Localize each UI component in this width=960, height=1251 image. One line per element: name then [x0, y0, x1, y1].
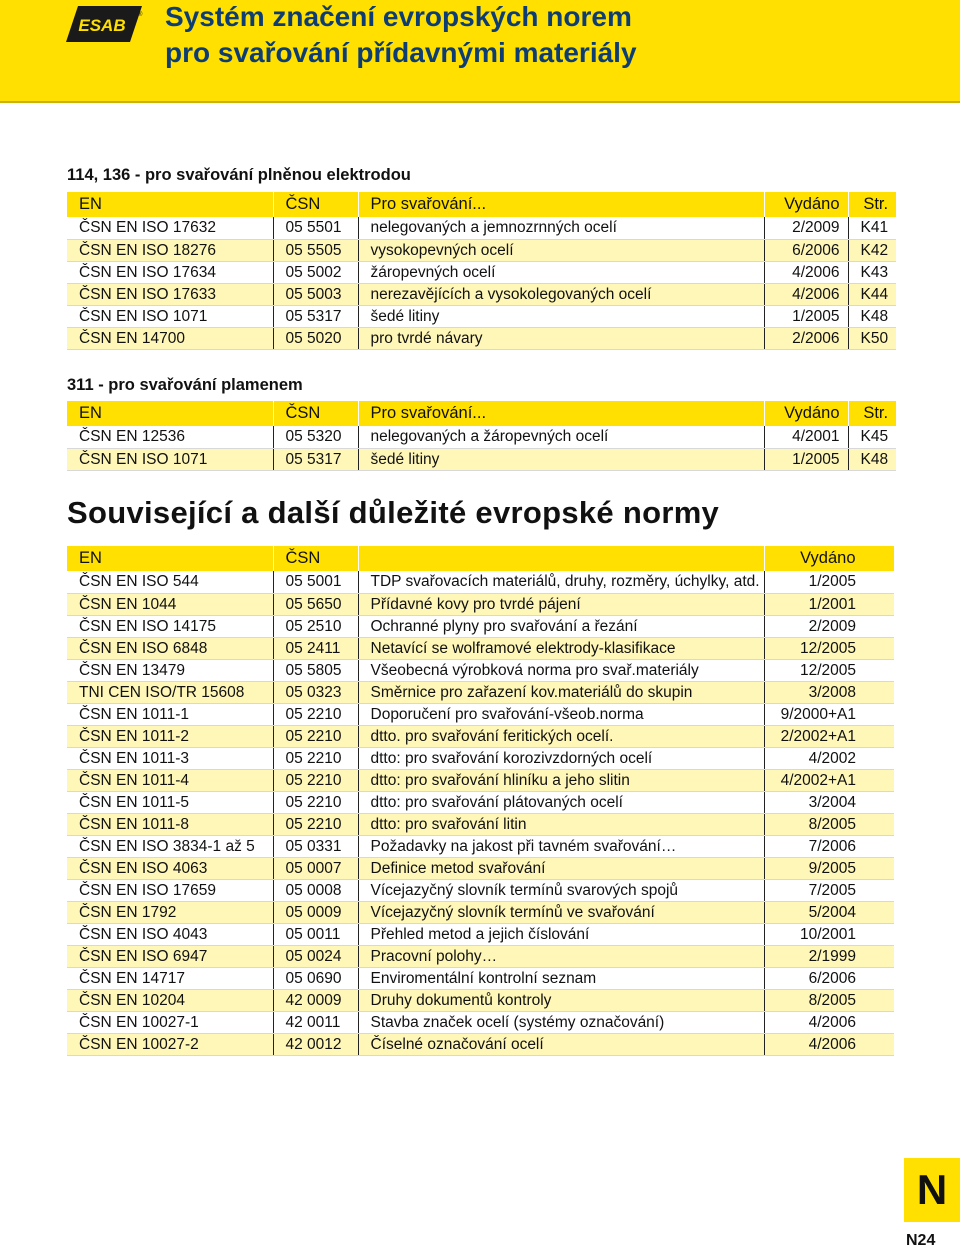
table-cell: ČSN EN ISO 544 — [67, 571, 273, 593]
table-cell: 05 5003 — [273, 283, 358, 305]
table-cell: 10/2001 — [764, 923, 894, 945]
table-row — [67, 593, 894, 615]
table-cell: ČSN EN ISO 17633 — [67, 283, 273, 305]
table-cell: 7/2006 — [764, 835, 894, 857]
table-cell: 8/2005 — [764, 989, 894, 1011]
table-cell: Všeobecná výrobková norma pro svař.materiály — [358, 659, 764, 681]
title-line-2: pro svařování přídavnými materiály — [165, 37, 637, 68]
table-cell: K41 — [848, 217, 896, 239]
table-cell: Definice metod svařování — [358, 857, 764, 879]
table-cell: ČSN EN 10027-2 — [67, 1033, 273, 1055]
table-cell: 05 5020 — [273, 327, 358, 349]
table-cell: ČSN EN 14717 — [67, 967, 273, 989]
table-cell: Přehled metod a jejich číslování — [358, 923, 764, 945]
table-cell: 05 0008 — [273, 879, 358, 901]
table-cell: 2/2009 — [764, 615, 894, 637]
table-cell: šedé litiny — [358, 305, 764, 327]
table-cell: 6/2006 — [764, 239, 848, 261]
table-cell: Požadavky na jakost při tavném svařování… — [358, 835, 764, 857]
table-row — [67, 835, 894, 857]
table-cell: ČSN EN 1044 — [67, 593, 273, 615]
table-cell: ČSN EN ISO 6947 — [67, 945, 273, 967]
table-row — [67, 305, 896, 327]
table-cell: nelegovaných a jemnozrnných ocelí — [358, 217, 764, 239]
table-row — [67, 989, 894, 1011]
section3-title: Související a další důležité evropské normy — [67, 495, 720, 530]
table-row — [67, 967, 894, 989]
table-cell: Vícejazyčný slovník termínů ve svařování — [358, 901, 764, 923]
section3-table — [67, 546, 895, 1056]
table-cell: 05 5805 — [273, 659, 358, 681]
column-header: Pro svařování... — [358, 401, 764, 426]
table-cell: ČSN EN 10204 — [67, 989, 273, 1011]
table-cell: 05 2210 — [273, 703, 358, 725]
esab-logo — [64, 4, 144, 44]
table-cell: 7/2005 — [764, 879, 894, 901]
table-cell: 1/2001 — [764, 593, 894, 615]
table-row — [67, 923, 894, 945]
table-cell: ČSN EN 1011-4 — [67, 769, 273, 791]
column-header: ČSN — [273, 546, 358, 571]
table-cell: 5/2004 — [764, 901, 894, 923]
table-cell: ČSN EN 1011-1 — [67, 703, 273, 725]
table-cell: K44 — [848, 283, 896, 305]
table-cell: 05 0331 — [273, 835, 358, 857]
table-cell: ČSN EN ISO 14175 — [67, 615, 273, 637]
table-cell: ČSN EN 1011-3 — [67, 747, 273, 769]
table-cell: 2/2002+A1 — [764, 725, 894, 747]
table-cell: K50 — [848, 327, 896, 349]
table-row — [67, 681, 894, 703]
table-cell: ČSN EN 1011-5 — [67, 791, 273, 813]
table-cell: 05 2210 — [273, 747, 358, 769]
table-row — [67, 1033, 894, 1055]
table-cell: 2/2006 — [764, 327, 848, 349]
table-row — [67, 239, 896, 261]
table-cell: 4/2001 — [764, 426, 848, 448]
table-row — [67, 217, 896, 239]
table-cell: nerezavějících a vysokolegovaných ocelí — [358, 283, 764, 305]
column-header: EN — [67, 401, 273, 426]
table-row — [67, 637, 894, 659]
table-cell: 05 2210 — [273, 725, 358, 747]
table-row — [67, 747, 894, 769]
table-cell: K48 — [848, 448, 896, 470]
table-cell: ČSN EN 13479 — [67, 659, 273, 681]
table-cell: 05 2510 — [273, 615, 358, 637]
table-cell: 05 0690 — [273, 967, 358, 989]
table-cell: Pracovní polohy… — [358, 945, 764, 967]
table-row — [67, 791, 894, 813]
table-cell: 05 0011 — [273, 923, 358, 945]
table-header-row — [67, 401, 896, 426]
table-cell: 4/2006 — [764, 1033, 894, 1055]
table-row — [67, 571, 894, 593]
table-cell: 05 5317 — [273, 448, 358, 470]
table-cell: 05 0024 — [273, 945, 358, 967]
column-header: Str. — [848, 401, 896, 426]
table-cell: 2/1999 — [764, 945, 894, 967]
table-cell: Doporučení pro svařování-všeob.norma — [358, 703, 764, 725]
table-cell: 05 5002 — [273, 261, 358, 283]
table-cell: 1/2005 — [764, 448, 848, 470]
table-cell: TDP svařovacích materiálů, druhy, rozměry, úchylky, atd. — [358, 571, 764, 593]
table-row — [67, 283, 896, 305]
table-cell: vysokopevných ocelí — [358, 239, 764, 261]
table-cell: 4/2006 — [764, 261, 848, 283]
table-cell: Číselné označování ocelí — [358, 1033, 764, 1055]
table-cell: žáropevných ocelí — [358, 261, 764, 283]
table-row — [67, 448, 896, 470]
table-cell: 3/2004 — [764, 791, 894, 813]
table-cell: Přídavné kovy pro tvrdé pájení — [358, 593, 764, 615]
table-cell: Druhy dokumentů kontroly — [358, 989, 764, 1011]
table-cell: K43 — [848, 261, 896, 283]
logo-text: ESAB — [78, 16, 126, 35]
table-cell: ČSN EN 1792 — [67, 901, 273, 923]
table-cell: 42 0009 — [273, 989, 358, 1011]
table-cell: ČSN EN ISO 6848 — [67, 637, 273, 659]
table-cell: TNI CEN ISO/TR 15608 — [67, 681, 273, 703]
table-row — [67, 261, 896, 283]
table-cell: 05 0323 — [273, 681, 358, 703]
table-cell: K48 — [848, 305, 896, 327]
table-cell: nelegovaných a žáropevných ocelí — [358, 426, 764, 448]
table-row — [67, 615, 894, 637]
table-cell: ČSN EN ISO 1071 — [67, 448, 273, 470]
table-cell: 4/2006 — [764, 1011, 894, 1033]
table-cell: 05 2210 — [273, 813, 358, 835]
table-cell: dtto: pro svařování hliníku a jeho slitin — [358, 769, 764, 791]
table-cell: 2/2009 — [764, 217, 848, 239]
table-cell: dtto: pro svařování litin — [358, 813, 764, 835]
table-cell: ČSN EN ISO 3834-1 až 5 — [67, 835, 273, 857]
table-row — [67, 327, 896, 349]
table-cell: 42 0012 — [273, 1033, 358, 1055]
table-cell: dtto. pro svařování feritických ocelí. — [358, 725, 764, 747]
table-cell: ČSN EN ISO 1071 — [67, 305, 273, 327]
table-cell: pro tvrdé návary — [358, 327, 764, 349]
table-cell: dtto: pro svařování plátovaných ocelí — [358, 791, 764, 813]
table-cell: ČSN EN ISO 18276 — [67, 239, 273, 261]
table-cell: 05 2210 — [273, 769, 358, 791]
table-cell: 4/2002+A1 — [764, 769, 894, 791]
column-header: ČSN — [273, 192, 358, 217]
table-cell: 12/2005 — [764, 659, 894, 681]
table-cell: 05 5317 — [273, 305, 358, 327]
table-cell: 4/2006 — [764, 283, 848, 305]
table-cell: 9/2000+A1 — [764, 703, 894, 725]
table-cell: 05 5505 — [273, 239, 358, 261]
table-cell: ČSN EN ISO 4063 — [67, 857, 273, 879]
title-line-1: Systém značení evropských norem — [165, 1, 632, 32]
column-header: Vydáno — [764, 401, 848, 426]
table-cell: ČSN EN 10027-1 — [67, 1011, 273, 1033]
table-cell: ČSN EN 14700 — [67, 327, 273, 349]
table-row — [67, 813, 894, 835]
table-cell: 05 5001 — [273, 571, 358, 593]
table-row — [67, 901, 894, 923]
table-cell: 1/2005 — [764, 305, 848, 327]
table-cell: ČSN EN ISO 17659 — [67, 879, 273, 901]
table-cell: 8/2005 — [764, 813, 894, 835]
section-letter: N — [916, 1166, 948, 1213]
table-header-row — [67, 546, 894, 571]
table-cell: ČSN EN 12536 — [67, 426, 273, 448]
table-cell: 1/2005 — [764, 571, 894, 593]
table-cell: ČSN EN 1011-8 — [67, 813, 273, 835]
table-cell: 9/2005 — [764, 857, 894, 879]
table-cell: 05 0007 — [273, 857, 358, 879]
table-row — [67, 857, 894, 879]
column-header: Pro svařování... — [358, 192, 764, 217]
section2-table — [67, 401, 896, 471]
column-header: Vydáno — [764, 546, 894, 571]
section2-title: 311 - pro svařování plamenem — [67, 376, 303, 394]
table-row — [67, 725, 894, 747]
table-header-row — [67, 192, 896, 217]
table-row — [67, 426, 896, 448]
column-header: Str. — [848, 192, 896, 217]
column-header: ČSN — [273, 401, 358, 426]
table-cell: 12/2005 — [764, 637, 894, 659]
table-cell: Enviromentální kontrolní seznam — [358, 967, 764, 989]
table-row — [67, 945, 894, 967]
table-row — [67, 659, 894, 681]
table-cell: ČSN EN ISO 17634 — [67, 261, 273, 283]
section1-table — [67, 192, 896, 350]
table-cell: 6/2006 — [764, 967, 894, 989]
table-cell: 4/2002 — [764, 747, 894, 769]
table-cell: Směrnice pro zařazení kov.materiálů do skupin — [358, 681, 764, 703]
table-row — [67, 1011, 894, 1033]
table-cell: 42 0011 — [273, 1011, 358, 1033]
table-row — [67, 879, 894, 901]
page-title — [165, 0, 637, 70]
table-cell: 3/2008 — [764, 681, 894, 703]
table-cell: ČSN EN 1011-2 — [67, 725, 273, 747]
table-cell: 05 5320 — [273, 426, 358, 448]
table-cell: Ochranné plyny pro svařování a řezání — [358, 615, 764, 637]
table-cell: K45 — [848, 426, 896, 448]
table-cell: šedé litiny — [358, 448, 764, 470]
column-header: EN — [67, 192, 273, 217]
table-cell: Netavící se wolframové elektrody-klasifikace — [358, 637, 764, 659]
section1-title: 114, 136 - pro svařování plněnou elektrodou — [67, 166, 411, 184]
table-cell: ČSN EN ISO 4043 — [67, 923, 273, 945]
table-cell: 05 2411 — [273, 637, 358, 659]
table-cell: Vícejazyčný slovník termínů svarových spojů — [358, 879, 764, 901]
column-header: Vydáno — [764, 192, 848, 217]
column-header: EN — [67, 546, 273, 571]
column-header — [358, 546, 764, 571]
table-cell: K42 — [848, 239, 896, 261]
svg-text:®: ® — [138, 12, 143, 18]
table-cell: Stavba značek ocelí (systémy označování) — [358, 1011, 764, 1033]
page-number: N24 — [906, 1232, 936, 1249]
table-cell: 05 5650 — [273, 593, 358, 615]
table-cell: ČSN EN ISO 17632 — [67, 217, 273, 239]
table-row — [67, 769, 894, 791]
table-cell: 05 5501 — [273, 217, 358, 239]
table-cell: dtto: pro svařování korozivzdorných ocelí — [358, 747, 764, 769]
table-row — [67, 703, 894, 725]
table-cell: 05 2210 — [273, 791, 358, 813]
table-cell: 05 0009 — [273, 901, 358, 923]
